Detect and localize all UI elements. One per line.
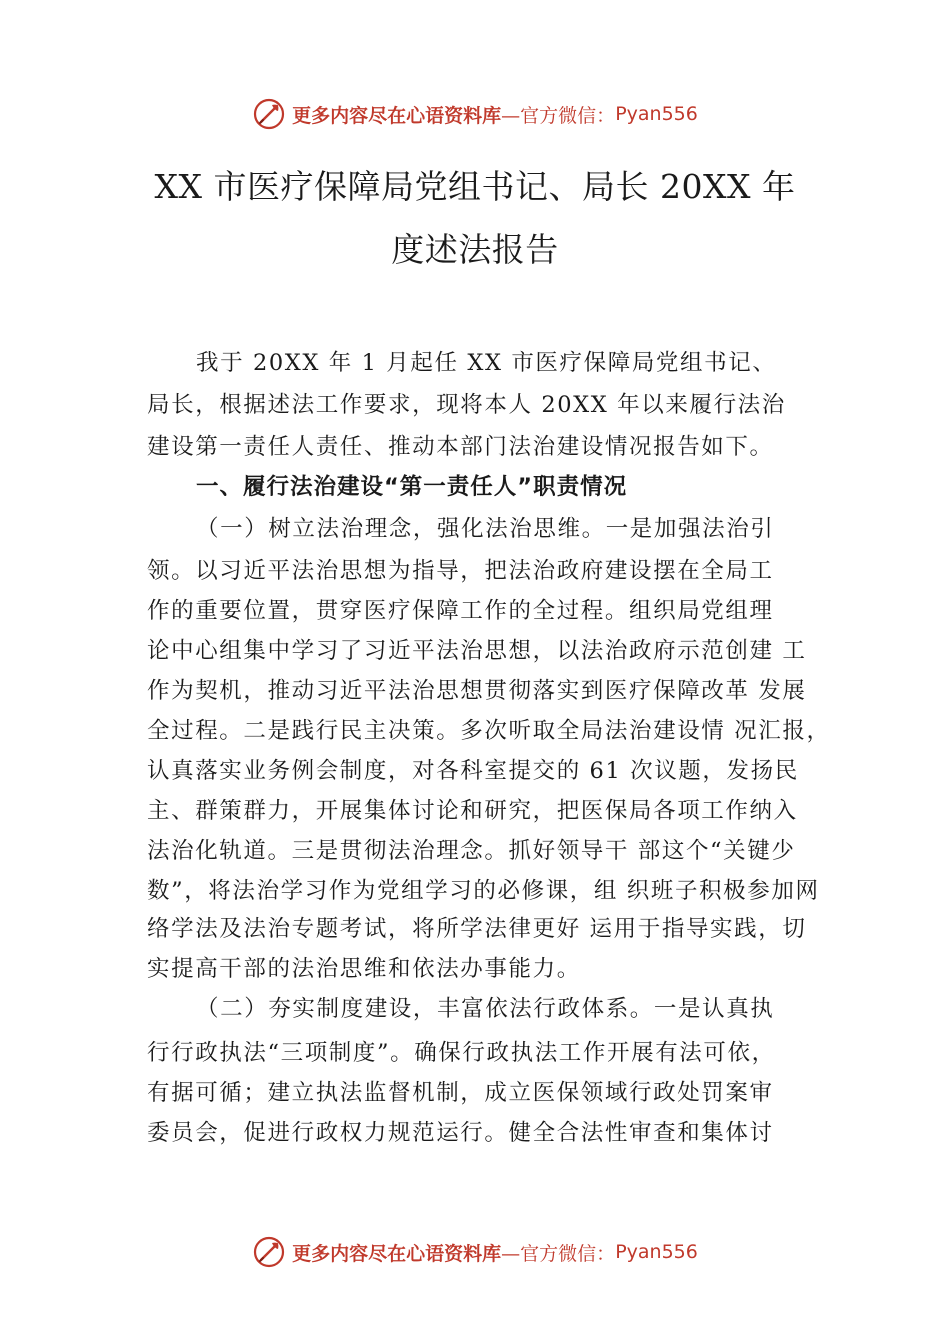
quill-pen-logo-icon (252, 97, 286, 131)
title-line-1: XX 市医疗保障局党组书记、局长 20XX 年 (154, 167, 796, 206)
body-line: 作为契机，推动习近平法治思想贯彻落实到医疗保障改革 发展 (147, 678, 807, 704)
body-line: 作的重要位置，贯穿医疗保障工作的全过程。组织局党组理 (147, 598, 774, 624)
banner-site-text: 更多内容尽在心语资料库 (292, 1242, 502, 1265)
header-watermark-banner (0, 94, 950, 134)
body-line: 委员会，促进行政权力规范运行。健全合法性审查和集体讨 (147, 1120, 774, 1146)
body-line: 全过程。二是践行民主决策。多次听取全局法治建设情 况汇报， (147, 718, 831, 744)
body-line: 认真落实业务例会制度，对各科室提交的 61 次议题，发扬民 (147, 758, 799, 784)
body-line: （二）夯实制度建设，丰富依法行政体系。一是认真执 (196, 996, 775, 1022)
body-line: 络学法及法治专题考试，将所学法律更好 运用于指导实践，切 (147, 916, 807, 942)
footer-watermark-banner (0, 1232, 950, 1272)
body-line: 数”，将法治学习作为党组学习的必修课，组 织班子积极参加网 (147, 878, 820, 904)
body-line: 论中心组集中学习了习近平法治思想，以法治政府示范创建 工 (147, 638, 807, 664)
body-line: 我于 20XX 年 1 月起任 XX 市医疗保障局党组书记、 (196, 350, 777, 376)
title-line-2: 度述法报告 (391, 230, 559, 269)
body-line: 主、群策群力，开展集体讨论和研究，把医保局各项工作纳入 (147, 798, 798, 824)
body-line: 实提高干部的法治思维和依法办事能力。 (147, 956, 581, 982)
body-line: 法治化轨道。三是贯彻法治理念。抓好领导干 部这个“关键少 (147, 838, 796, 864)
banner-wechat-label: —官方微信： (501, 1242, 616, 1265)
document-title (0, 155, 950, 281)
body-line: （一）树立法治理念，强化法治思维。一是加强法治引 (196, 516, 775, 542)
quill-pen-logo-icon (252, 1235, 286, 1269)
body-line: 有据可循；建立执法监督机制，成立医保领域行政处罚案审 (147, 1080, 774, 1106)
banner-wechat-label: —官方微信： (501, 104, 616, 127)
banner-wechat-id: Pyan556 (615, 103, 698, 125)
banner-wechat-id: Pyan556 (615, 1241, 698, 1263)
body-line: 建设第一责任人责任、推动本部门法治建设情况报告如下。 (147, 434, 774, 460)
section-heading: 一、履行法治建设“第一责任人”职责情况 (196, 474, 628, 500)
body-line: 领。以习近平法治思想为指导，把法治政府建设摆在全局工 (147, 558, 774, 584)
banner-site-text: 更多内容尽在心语资料库 (292, 104, 502, 127)
body-line: 行行政执法“三项制度”。确保行政执法工作开展有法可依， (147, 1040, 776, 1066)
body-line: 局长，根据述法工作要求，现将本人 20XX 年以来履行法治 (147, 392, 786, 418)
